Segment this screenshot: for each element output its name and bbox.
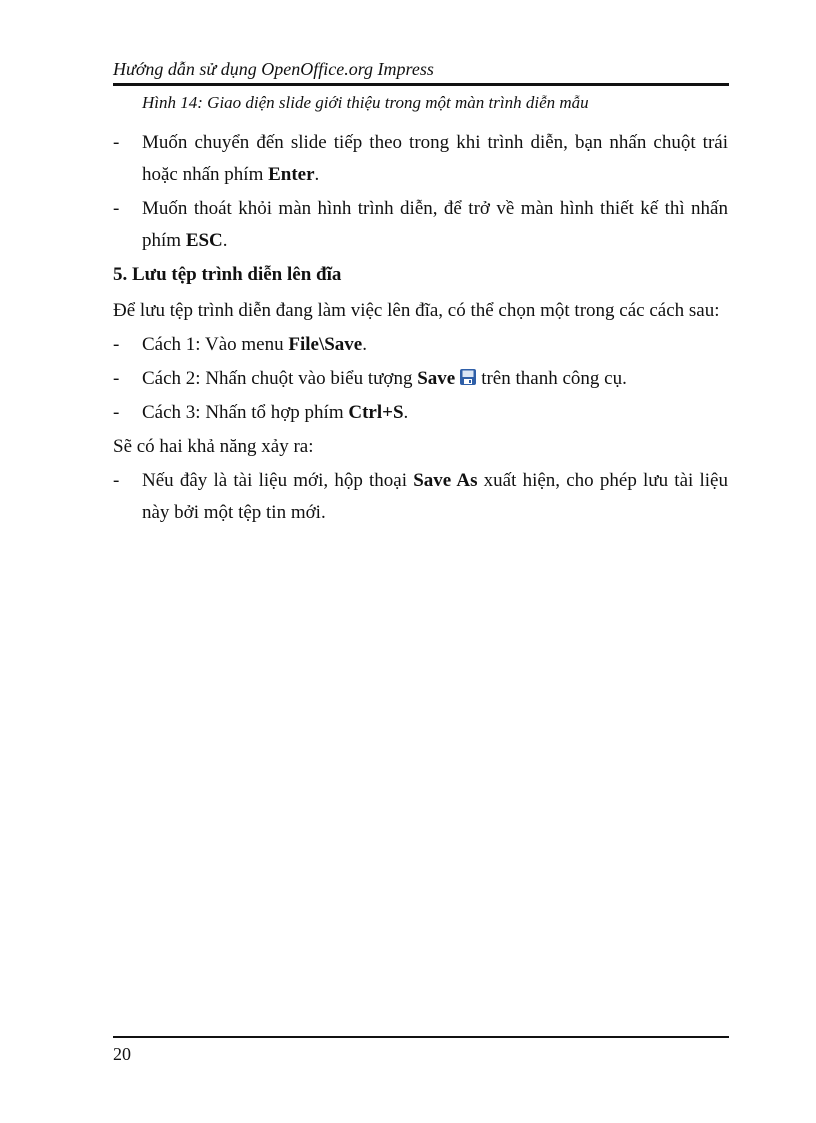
list-item-text: Muốn thoát khỏi màn hình trình diễn, để trở về màn hình thiết kế thì nhấn phím bbox=[142, 198, 728, 251]
footer-rule bbox=[113, 1036, 729, 1038]
list-item-text: Nếu đây là tài liệu mới, hộp thoại bbox=[142, 470, 414, 491]
bullet-dash: - bbox=[113, 402, 120, 423]
shortcut-keys: Ctrl+S bbox=[348, 402, 404, 423]
list-item-text-end: . bbox=[362, 334, 367, 355]
bullet-dash: - bbox=[113, 132, 120, 153]
list-item bbox=[113, 363, 728, 395]
page-number: 20 bbox=[113, 1044, 131, 1064]
list-item-text: Cách 3: Nhấn tổ hợp phím bbox=[142, 402, 349, 423]
list-item-text: Muốn chuyển đến slide tiếp theo trong khi trình diễn, bạn nhấn chuột trái hoặc nhấn phím bbox=[142, 132, 728, 185]
save-icon bbox=[459, 368, 477, 386]
list-item-text-end: . bbox=[222, 230, 228, 251]
list-item-text-end: trên thanh công cụ. bbox=[481, 368, 627, 389]
menu-path: File\Save bbox=[288, 334, 363, 355]
bullet-dash: - bbox=[113, 198, 120, 219]
list-item-text-end: xuất hiện, cho phép lưu tài liệu này bởi một tệp tin mới. bbox=[142, 470, 728, 523]
dialog-name: Save As bbox=[413, 470, 478, 491]
list-item-text-end: . bbox=[314, 164, 320, 185]
list-item bbox=[113, 193, 728, 257]
list-item bbox=[113, 127, 728, 191]
figure-caption: Hình 14: Giao diện slide giới thiệu trong một màn trình diễn mẫu bbox=[142, 93, 589, 112]
bullet-dash: - bbox=[113, 470, 120, 491]
header-title: Hướng dẫn sử dụng OpenOffice.org Impress bbox=[113, 59, 434, 79]
key-name: ESC bbox=[185, 230, 223, 251]
section-intro: Để lưu tệp trình diễn đang làm việc lên đĩa, có thể chọn một trong các cách sau: bbox=[113, 300, 720, 321]
header-rule bbox=[113, 83, 729, 86]
button-name: Save bbox=[417, 368, 456, 389]
outcome-intro: Sẽ có hai khả năng xảy ra: bbox=[113, 436, 314, 457]
section-heading: 5. Lưu tệp trình diễn lên đĩa bbox=[113, 264, 342, 285]
page-content bbox=[113, 127, 728, 531]
list-item-text: Cách 1: Vào menu bbox=[142, 334, 289, 355]
list-item bbox=[113, 397, 728, 429]
bullet-dash: - bbox=[113, 368, 120, 389]
key-name: Enter bbox=[268, 164, 315, 185]
running-header bbox=[113, 58, 729, 86]
list-item bbox=[113, 465, 728, 529]
bullet-dash: - bbox=[113, 334, 120, 355]
list-item-text: Cách 2: Nhấn chuột vào biểu tượng bbox=[142, 368, 418, 389]
list-item bbox=[113, 329, 728, 361]
list-item-text-end: . bbox=[403, 402, 409, 423]
